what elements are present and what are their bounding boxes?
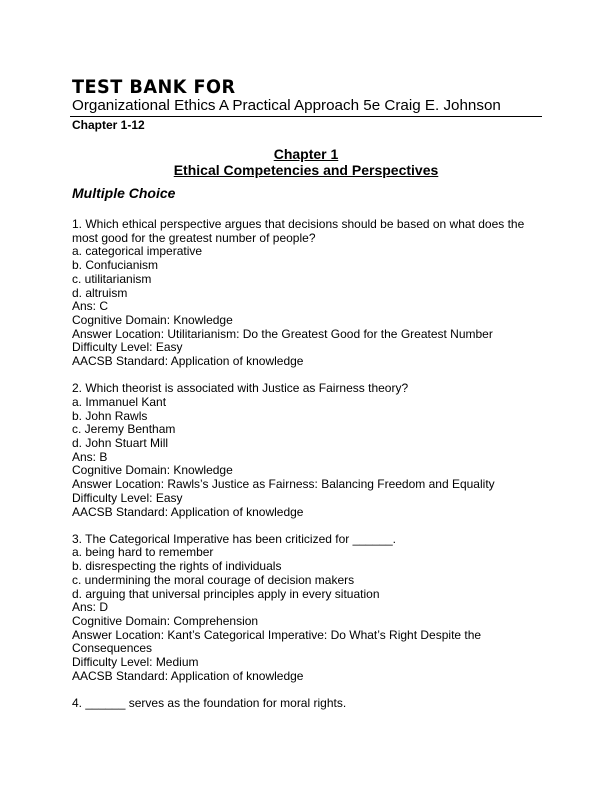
answer-location: Answer Location: Rawls’s Justice as Fairness: Balancing Freedom and Equality xyxy=(72,477,495,492)
answer-option: c. utilitarianism xyxy=(72,271,152,286)
difficulty-level: Difficulty Level: Easy xyxy=(72,340,183,355)
cognitive-domain: Cognitive Domain: Knowledge xyxy=(72,463,233,478)
cognitive-domain: Cognitive Domain: Knowledge xyxy=(72,312,233,327)
answer-option: a. Immanuel Kant xyxy=(72,394,167,409)
section-heading: Multiple Choice xyxy=(72,185,176,201)
question-stem: 4. ______ serves as the foundation for moral rights. xyxy=(72,696,347,710)
answer-option: d. arguing that universal principles apply in every situation xyxy=(72,586,380,601)
question-2 xyxy=(72,382,542,519)
chapter-number: Chapter 1 xyxy=(273,146,339,162)
book-title: Organizational Ethics A Practical Approach 5e Craig E. Johnson xyxy=(72,97,501,114)
answer-key: Ans: B xyxy=(72,449,108,464)
answer-key: Ans: C xyxy=(72,299,109,314)
answer-option: b. disrespecting the rights of individuals xyxy=(72,559,282,574)
question-stem: 3. The Categorical Imperative has been criticized for ______. xyxy=(72,531,396,546)
difficulty-level: Difficulty Level: Medium xyxy=(72,655,199,670)
question-4 xyxy=(72,697,542,711)
chapter-title: Ethical Competencies and Perspectives xyxy=(173,162,439,178)
aacsb-standard: AACSB Standard: Application of knowledge xyxy=(72,668,304,683)
answer-option: d. John Stuart Mill xyxy=(72,436,169,451)
answer-option: a. being hard to remember xyxy=(72,545,214,560)
question-3 xyxy=(72,533,542,684)
answer-option: c. Jeremy Bentham xyxy=(72,422,176,437)
answer-option: a. categorical imperative xyxy=(72,244,203,259)
aacsb-standard: AACSB Standard: Application of knowledge xyxy=(72,504,304,519)
cognitive-domain: Cognitive Domain: Comprehension xyxy=(72,613,259,628)
header-divider xyxy=(70,116,542,117)
aacsb-standard: AACSB Standard: Application of knowledge xyxy=(72,354,304,369)
answer-key: Ans: D xyxy=(72,600,109,615)
question-list xyxy=(72,218,542,724)
answer-option: b. John Rawls xyxy=(72,408,148,423)
document-title: TEST BANK FOR xyxy=(72,76,236,98)
difficulty-level: Difficulty Level: Easy xyxy=(72,490,183,505)
answer-option: b. Confucianism xyxy=(72,258,159,273)
answer-location: Answer Location: Utilitarianism: Do the Greatest Good for the Greatest Number xyxy=(72,326,493,341)
question-stem: 2. Which theorist is associated with Justice as Fairness theory? xyxy=(72,381,409,396)
answer-option: c. undermining the moral courage of decision makers xyxy=(72,572,355,587)
answer-location: Answer Location: Kant’s Categorical Imperative: Do What’s Right Despite the Consequences xyxy=(72,627,482,656)
chapter-range: Chapter 1-12 xyxy=(72,118,145,132)
answer-option: d. altruism xyxy=(72,285,128,300)
question-1 xyxy=(72,218,542,369)
question-stem: 1. Which ethical perspective argues that decisions should be based on what does the most good for the greatest number of people? xyxy=(72,217,525,245)
